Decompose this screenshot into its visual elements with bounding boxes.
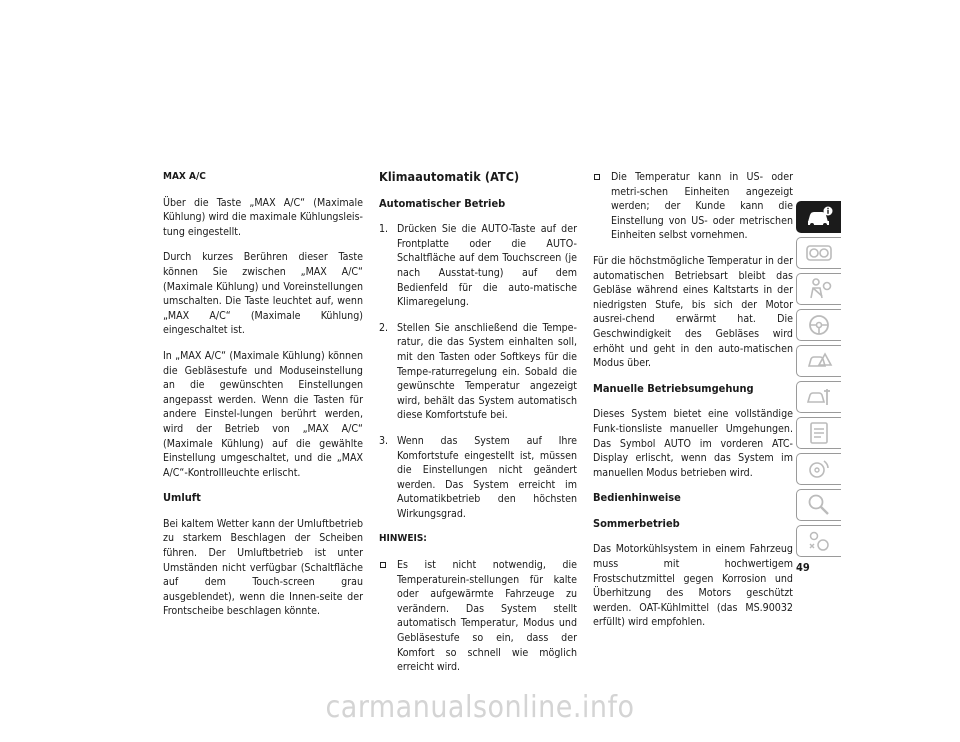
list-item [379,321,577,423]
watermark-text: carmanualsonline.info [325,690,635,725]
tab-technical-data[interactable] [796,417,841,449]
square-bullet-icon [380,562,386,568]
dashboard-gauges-icon [805,240,833,266]
heading-sommerbetrieb: Sommerbetrieb [593,516,680,530]
car-info-icon [805,204,833,230]
tab-emergency[interactable] [796,345,841,377]
search-magnifier-icon [805,492,833,518]
tab-instrument-cluster[interactable] [796,237,841,269]
note-bullet-item [593,170,793,243]
heading-umluft: Umluft [163,491,201,505]
tab-index[interactable] [796,525,841,557]
column-left [163,170,363,630]
tab-vehicle-info[interactable] [796,201,841,233]
note-text: Es ist nicht notwendig, die Temperaturein-stellungen für kalte oder aufgewärmte Fahrzeuge zu verändern. Das System stellt automatisch Temperatur, Modus und Gebläsestufe so ein, dass der Komfort so schnell wie möglich erreicht wird. [397,559,577,674]
heading-klimaautomatik: Klimaautomatik (ATC) [379,169,520,184]
note-label: HINWEIS: [379,533,427,545]
list-item-text: Stellen Sie anschließend die Tempe-ratur, die das System einhalten soll, mit den Tasten oder Softkeys für die Tempe-raturregelung ein. Sobald die gewünschte Temperatur angezeigt wird, behält das System automatisch diese Komfortstufe bei. [397,321,577,422]
paragraph-summer-operation: Das Motorkühlsystem in einem Fahrzeug muss mit hochwertigem Frostschutzmittel gegen Korrosion und Überhitzung des Motors geschützt werden. OAT-Kühlmittel (das MS.90032 erfüllt) wird empfohlen. [593,543,793,629]
list-item-number: 3. [379,434,389,447]
maintenance-checklist-icon [805,420,833,446]
list-item [379,222,577,310]
tab-starting-driving[interactable] [796,309,841,341]
tab-safety[interactable] [796,273,841,305]
seatbelt-airbag-icon [805,276,833,302]
column-right [593,170,793,641]
chapter-tabs [796,201,842,561]
page-number: 49 [796,561,810,574]
language-settings-icon [805,528,833,554]
multimedia-icon [805,456,833,482]
note-text: Die Temperatur kann in US- oder metri-schen Einheiten angezeigt werden; der Kunde kann die Einstellung von US- oder metrischen Einheiten selbst vornehmen. [611,171,793,242]
paragraph-cold-start: Für die höchstmögliche Temperatur in der automatischen Betriebsart bleibt das Gebläse während eines Kaltstarts in der niedrigsten Stufe, bis sich der Motor ausrei-chend erwärmt hat. Die Geschwindigkeit des Gebläses wird erhöht und geht in den auto-matischen Modus über. [593,254,793,370]
paragraph-manual-override: Dieses System bietet eine vollständige Funk-tionsliste manueller Umgehungen. Das Symbol AUTO im vorderen ATC-Display erlischt, wenn das System im manuellen Modus betrieben wird. [593,408,793,479]
heading-max-ac: MAX A/C [163,171,206,182]
tab-servicing[interactable] [796,381,841,413]
paragraph-max-ac-intro: Über die Taste „MAX A/C“ (Maximale Kühlung) wird die maximale Kühlungsleis-tung eingestellt. [163,196,363,238]
list-item-text: Wenn das System auf Ihre Komfortstufe eingestellt ist, müssen die Einstellungen nicht geändert werden. Das System erreicht im Automatikbetrieb den höchsten Wirkungsgrad. [397,434,577,520]
steering-wheel-icon [805,312,833,338]
square-bullet-icon [594,174,600,180]
heading-automatischer-betrieb: Automatischer Betrieb [379,196,506,210]
heading-bedienhinweise: Bedienhinweise [593,491,681,505]
paragraph-max-ac-toggle: Durch kurzes Berühren dieser Taste können Sie zwischen „MAX A/C“ (Maximale Kühlung) und Voreinstellungen umschalten. Die Taste leuchtet auf, wenn „MAX A/C“ (Maximale Kühlung) eingeschaltet ist. [163,251,363,337]
list-item-number: 2. [379,321,389,334]
list-item-text: Drücken Sie die AUTO-Taste auf der Frontplatte oder die AUTO-Schaltfläche auf dem Touchscreen (je nach Ausstat-tung) auf dem Bedienfeld für die auto-matische Klimaregelung. [397,223,577,309]
column-middle [379,170,577,686]
tab-multimedia[interactable] [796,453,841,485]
paragraph-umluft: Bei kaltem Wetter kann der Umluftbetrieb zu starkem Beschlagen der Scheiben führen. Der Umluftbetrieb ist unter Umständen nicht verfügbar (Schaltfläche auf dem Touch-screen grau ausgeblendet), wenn die Innen-seite der Frontscheibe beschlagen könnte. [163,517,363,618]
tab-customer-assistance[interactable] [796,489,841,521]
car-tools-icon [805,384,833,410]
list-item-number: 1. [379,223,389,236]
paragraph-max-ac-adjust: In „MAX A/C“ (Maximale Kühlung) können die Gebläsestufe und Moduseinstellung an die gewünschten Einstellungen angepasst werden. Wenn die Tasten für andere Einstel-lungen berührt werden, wird der Betrieb von „MAX A/C“ (Maximale Kühlung) auf die gewählte Einstellung umgeschaltet, und die „MAX A/C“-Kontrollleuchte erlischt. [163,349,363,479]
heading-manuelle-betriebsumgehung: Manuelle Betriebsumgehung [593,381,754,395]
note-bullet-item [379,558,577,675]
hazard-warning-icon [805,348,833,374]
list-item [379,434,577,522]
